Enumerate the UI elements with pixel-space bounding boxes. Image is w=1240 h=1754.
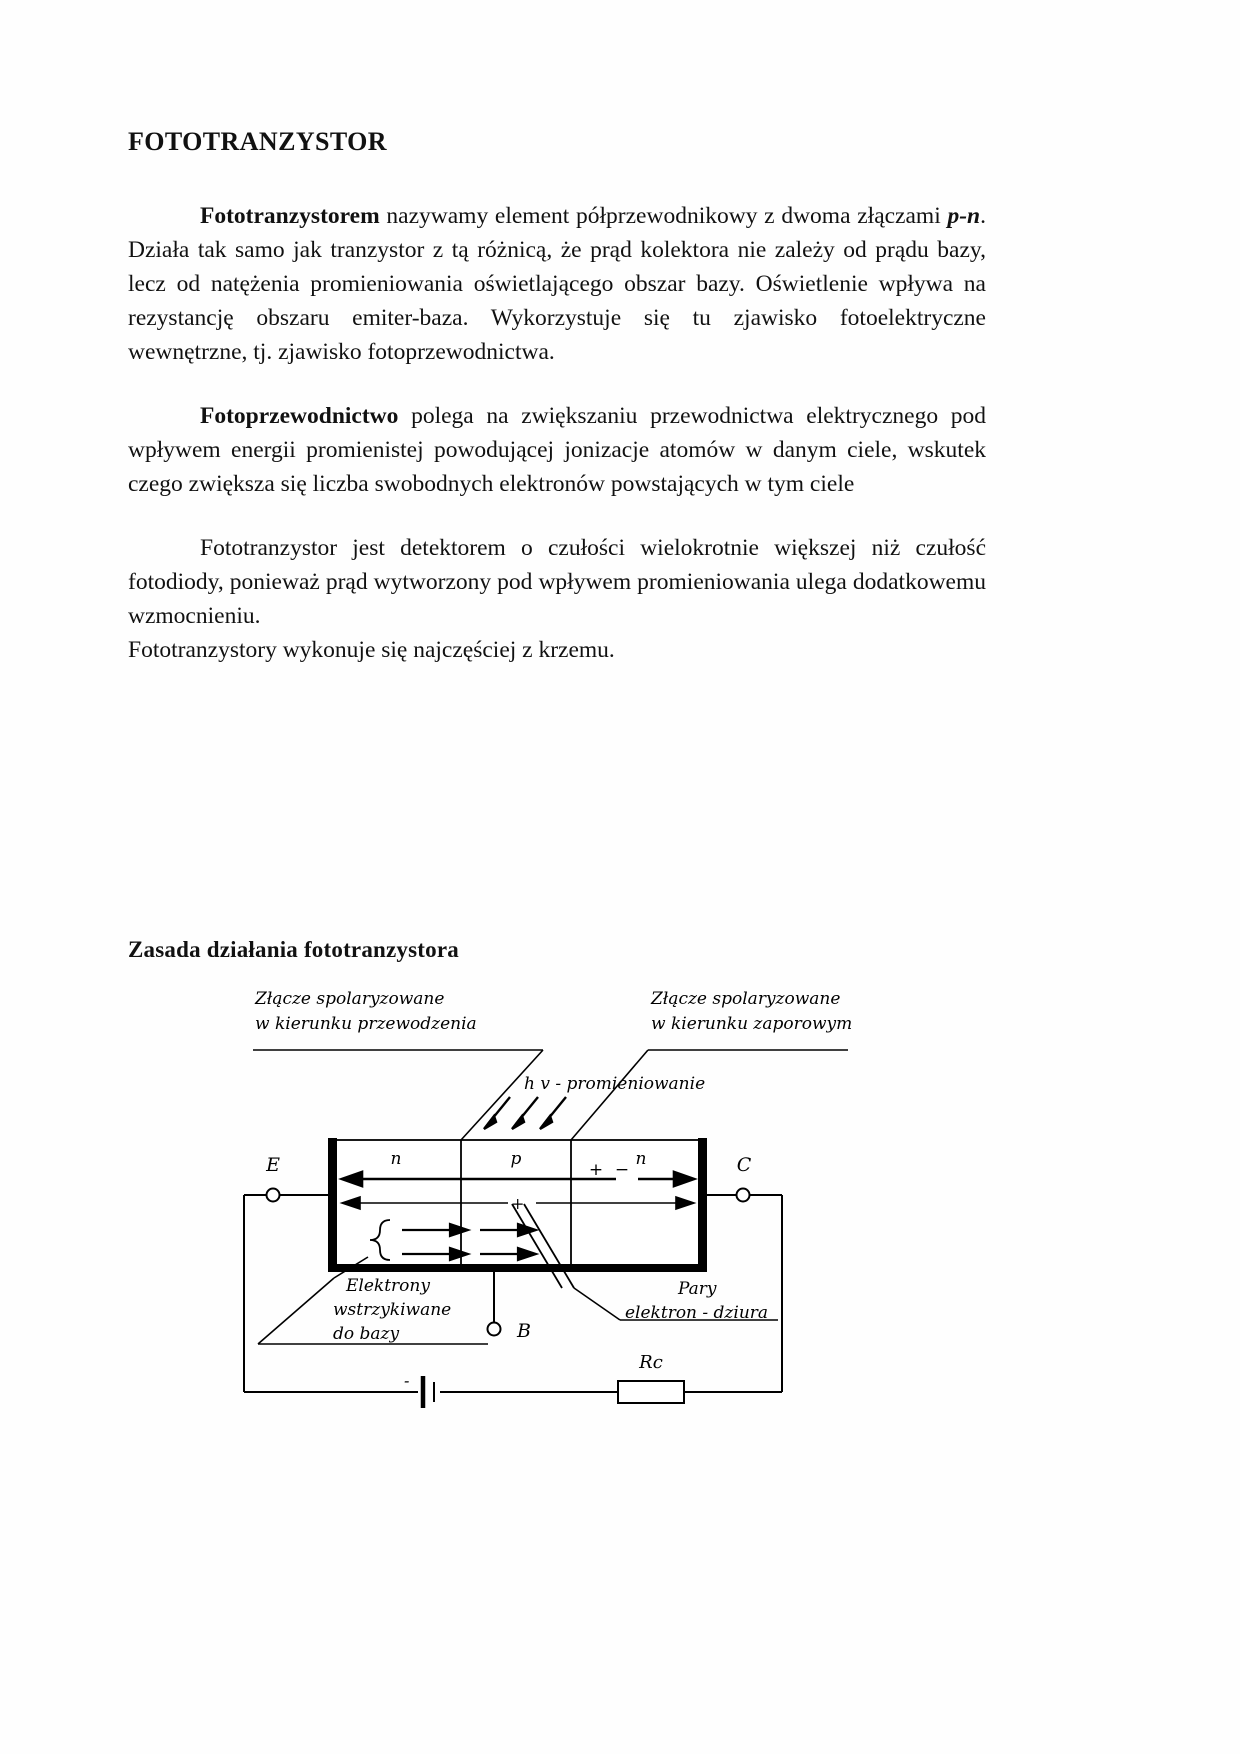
label-battery-minus: - [404, 1371, 410, 1390]
terminal-emitter-node [267, 1189, 280, 1202]
paragraph-sensitivity: Fototranzystor jest detektorem o czułości wielokrotnie większej niż czułość fotodiody, ponieważ prąd wytworzony pod wpływem promieniowania ulega dodatkowemu wzmocnieniu. [128, 535, 986, 630]
paragraph-definition-text-b: . Działa tak samo jak tranzystor z tą różnicą, że prąd kolektora nie zależy od prądu bazy, lecz od natężenia promieniowania oświetlającego obszar bazy. Oświetlenie wpływa na rezystancję obszaru emiter-baza. Wykorzystuje się tu zjawisko fotoelektryczne wewnętrzne, tj. zjawisko fotoprzewodnictwa. [128, 202, 986, 365]
label-electrons-line3: do bazy [333, 1324, 400, 1344]
label-left-junction-line2: w kierunku przewodzenia [255, 1014, 477, 1034]
label-region-middle-p: p [510, 1149, 522, 1169]
figure-annotations [333, 1276, 768, 1344]
battery-symbol [404, 1371, 434, 1408]
label-region-left-n: n [390, 1149, 402, 1169]
label-resistor: Rc [639, 1352, 663, 1373]
term-fotoprzewodnictwo: Fotoprzewodnictwo [200, 402, 399, 429]
label-pairs-line2: elektron - dziura [625, 1303, 769, 1323]
term-pn: p-n [947, 202, 981, 229]
label-charge-minus: − [614, 1160, 630, 1180]
terminal-collector-node [737, 1189, 750, 1202]
label-region-right-n: n [635, 1149, 647, 1169]
terminal-base-node [488, 1323, 501, 1336]
label-charge-plus: + [588, 1160, 604, 1180]
label-terminal-emitter: E [266, 1154, 280, 1176]
svg-text:+: + [511, 1194, 525, 1213]
label-right-junction-line2: w kierunku zaporowym [651, 1014, 853, 1034]
term-fototranzystorem: Fototranzystorem [200, 202, 380, 229]
label-radiation: h v - promieniowanie [524, 1074, 706, 1094]
figure-text-labels [254, 989, 852, 1094]
resistor-symbol [618, 1352, 684, 1403]
document-body [128, 128, 986, 697]
label-left-junction-line1: Złącze spolaryzowane [255, 989, 445, 1009]
paragraph-silicon: Fototranzystory wykonuje się najczęściej z krzemu. [128, 637, 615, 664]
section-title-operating-principle: Zasada działania fototranzystora [128, 937, 459, 962]
label-terminal-base: B [517, 1320, 531, 1342]
paragraph-definition-text-a: nazywamy element półprzewodnikowy z dwoma złączami [379, 202, 948, 229]
label-pairs-line1: Pary [678, 1279, 717, 1299]
paragraph-photoconductivity-text: polega na zwiększaniu przewodnictwa elektrycznego pod wpływem energii promienistej powodującej jonizacje atomów w danym ciele, wskutek czego zwiększa się liczba swobodnych elektronów powstających w tym ciele [128, 402, 986, 498]
label-electrons-line2: wstrzykiwane [333, 1300, 452, 1320]
leader-lines [253, 1050, 848, 1140]
figure-phototransistor-diagram [128, 972, 1008, 1442]
label-terminal-collector: C [736, 1154, 752, 1176]
paragraph-photoconductivity [128, 399, 986, 501]
page-title: FOTOTRANZYSTOR [128, 127, 387, 156]
label-right-junction-line1: Złącze spolaryzowane [651, 989, 841, 1009]
label-electrons-line1: Elektrony [346, 1276, 430, 1296]
paragraph-definition [128, 199, 986, 369]
